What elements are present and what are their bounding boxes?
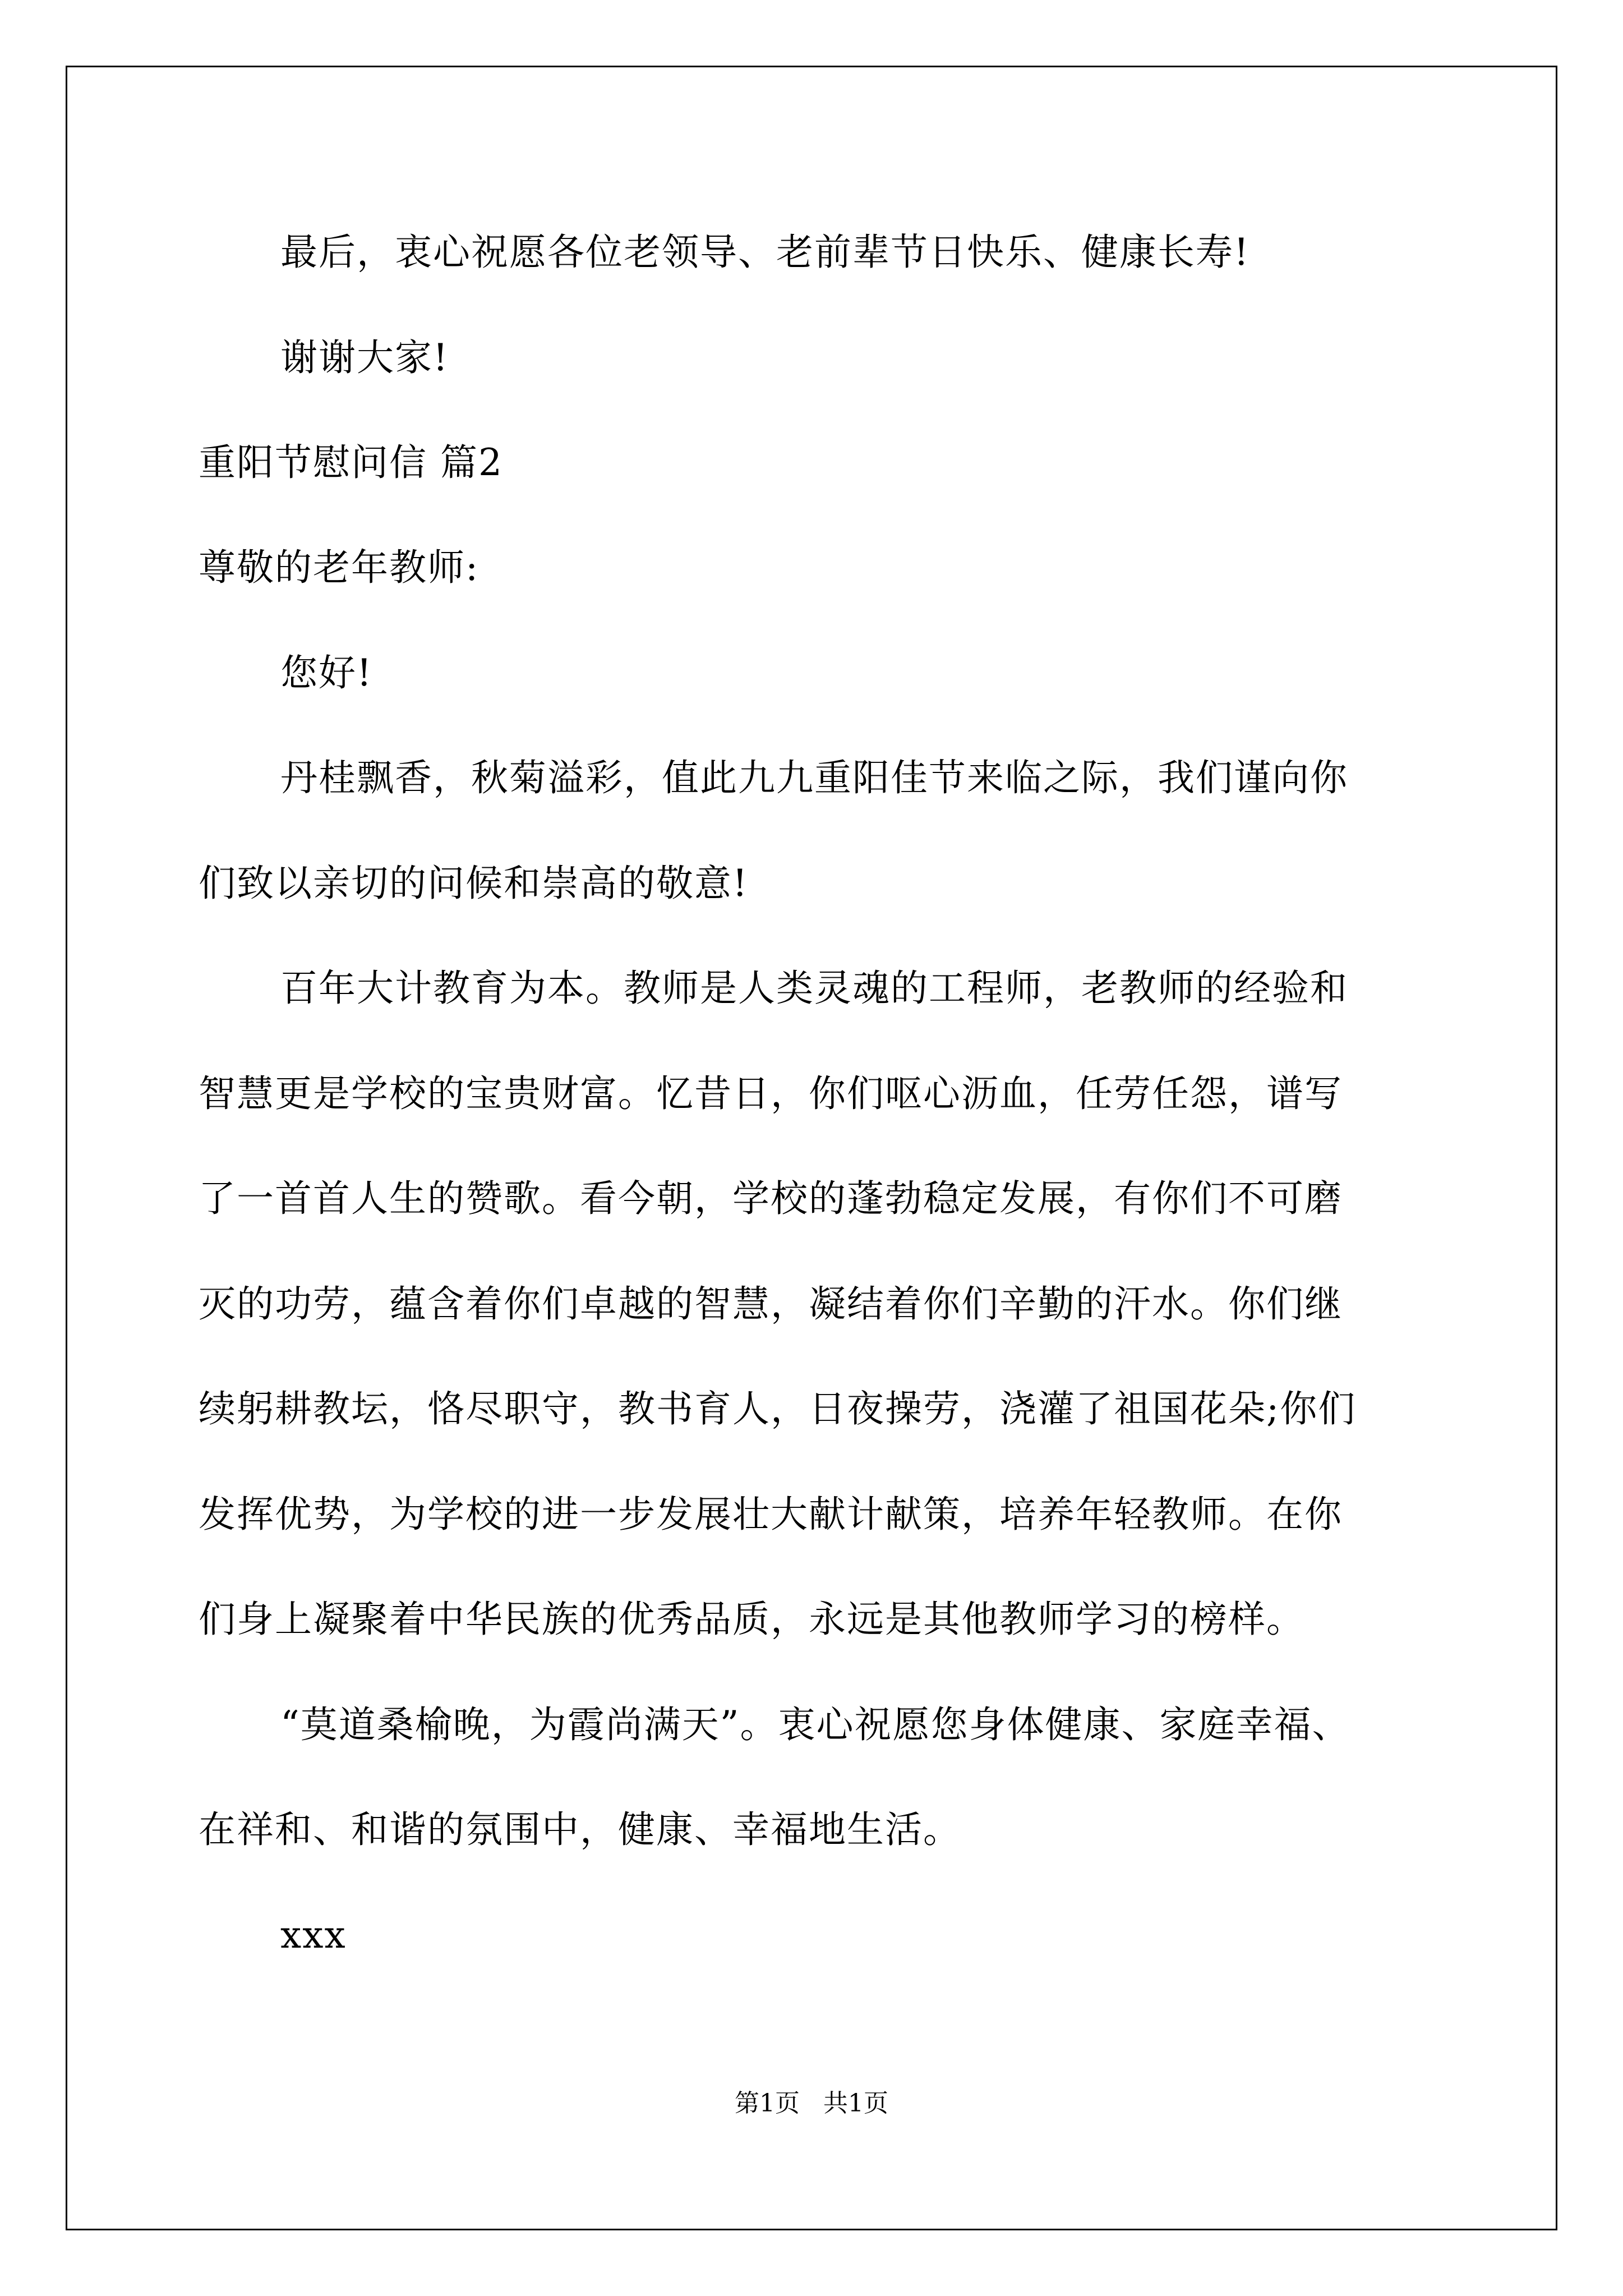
paragraph-line: “莫道桑榆晚，为霞尚满天”。衷心祝愿您身体健康、家庭幸福、: [280, 1703, 1350, 1746]
section-heading: 重阳节慰问信 篇2: [199, 441, 503, 484]
greeting: 您好!: [280, 651, 373, 694]
paragraph-line: 续躬耕教坛，恪尽职守，教书育人，日夜操劳，浇灌了祖国花朵;你们: [199, 1387, 1357, 1430]
paragraph-line: 百年大计教育为本。教师是人类灵魂的工程师，老教师的经验和: [280, 967, 1348, 1010]
paragraph-line: 们致以亲切的问候和崇高的敬意!: [199, 862, 749, 905]
thanks-line: 谢谢大家!: [280, 336, 449, 379]
paragraph-line: 在祥和、和谐的氛围中，健康、幸福地生活。: [199, 1808, 961, 1851]
paragraph-line: 了一首首人生的赞歌。看今朝，学校的蓬勃稳定发展，有你们不可磨: [199, 1177, 1343, 1220]
paragraph-line: 发挥优势，为学校的进一步发展壮大献计献策，培养年轻教师。在你: [199, 1493, 1343, 1536]
closing-wish-line: 最后，衷心祝愿各位老领导、老前辈节日快乐、健康长寿!: [280, 231, 1250, 274]
page-border: [66, 66, 1557, 2230]
paragraph-line: 灭的功劳，蕴含着你们卓越的智慧，凝结着你们辛勤的汗水。你们继: [199, 1282, 1343, 1326]
salutation: 尊敬的老年教师:: [199, 546, 479, 589]
page-footer: 第1页 共1页: [735, 2089, 888, 2118]
signature: xxx: [280, 1913, 347, 1957]
paragraph-line: 智慧更是学校的宝贵财富。忆昔日，你们呕心沥血，任劳任怨，谱写: [199, 1072, 1343, 1115]
paragraph-line: 丹桂飘香，秋菊溢彩，值此九九重阳佳节来临之际，我们谨向你: [280, 756, 1348, 799]
paragraph-line: 们身上凝聚着中华民族的优秀品质，永远是其他教师学习的榜样。: [199, 1598, 1304, 1641]
